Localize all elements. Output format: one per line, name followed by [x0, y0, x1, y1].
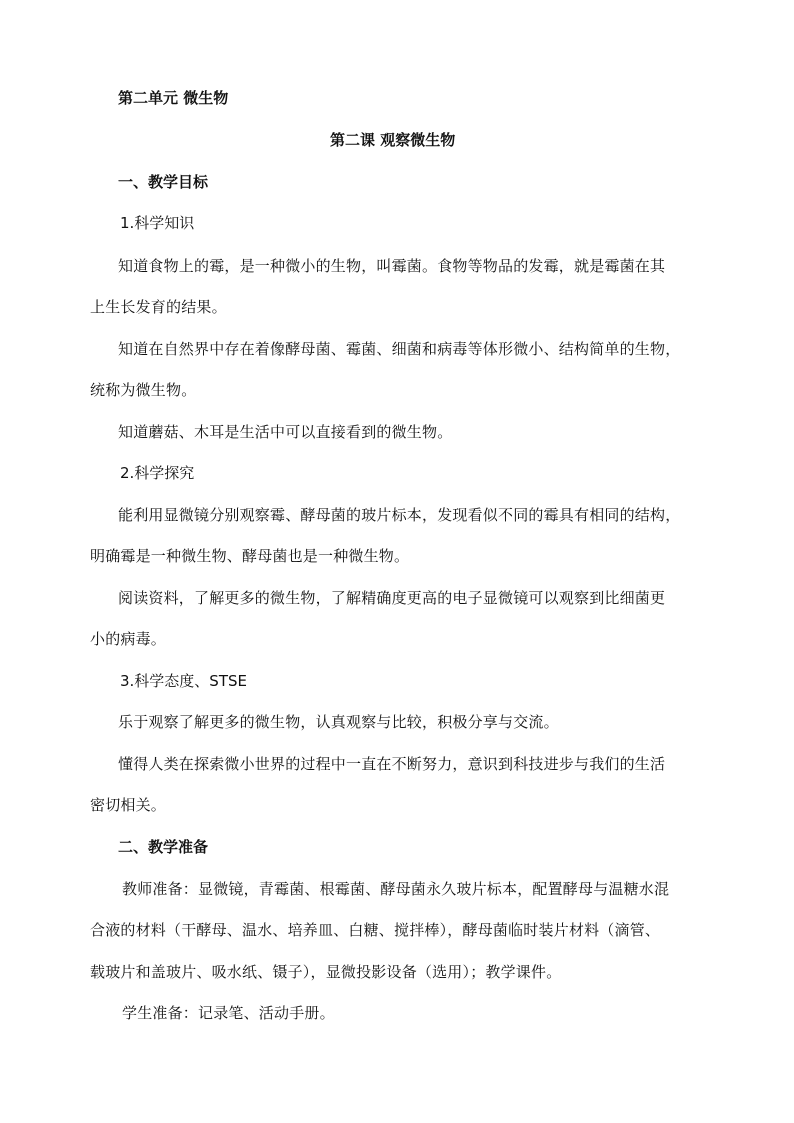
section-heading-preparation: 二、教学准备: [118, 838, 209, 856]
paragraph-line: 统称为微生物。: [90, 381, 197, 399]
paragraph-line: 上生长发育的结果。: [90, 298, 227, 316]
paragraph-line: 乐于观察了解更多的微生物，认真观察与比较，积极分享与交流。: [118, 713, 559, 731]
paragraph-line: 知道在自然界中存在着像酵母菌、霉菌、细菌和病毒等体形微小、结构简单的生物，: [118, 340, 681, 358]
paragraph-line: 能利用显微镜分别观察霉、酵母菌的玻片标本，发现看似不同的霉具有相同的结构，: [118, 506, 681, 524]
paragraph-line: 明确霉是一种微生物、酵母菌也是一种微生物。: [90, 547, 410, 565]
unit-title: 第二单元 微生物: [118, 89, 229, 107]
subheading-science-attitude: 3.科学态度、STSE: [120, 672, 247, 690]
paragraph-line: 知道蘑菇、木耳是生活中可以直接看到的微生物。: [118, 423, 453, 441]
section-heading-objectives: 一、教学目标: [118, 173, 209, 191]
lesson-title: 第二课 观察微生物: [330, 131, 456, 149]
paragraph-line: 阅读资料，了解更多的微生物，了解精确度更高的电子显微镜可以观察到比细菌更: [118, 589, 666, 607]
paragraph-line: 学生准备：记录笔、活动手册。: [122, 1004, 335, 1022]
paragraph-line: 知道食物上的霉，是一种微小的生物，叫霉菌。食物等物品的发霉，就是霉菌在其: [118, 257, 666, 275]
paragraph-line: 载玻片和盖玻片、吸水纸、镊子），显微投影设备（选用）；教学课件。: [90, 963, 562, 981]
paragraph-line: 懂得人类在探索微小世界的过程中一直在不断努力，意识到科技进步与我们的生活: [118, 755, 666, 773]
subheading-science-inquiry: 2.科学探究: [120, 464, 195, 482]
paragraph-line: 合液的材料（干酵母、温水、培养皿、白糖、搅拌棒），酵母菌临时装片材料（滴管、: [90, 921, 661, 939]
paragraph-line: 教师准备：显微镜，青霉菌、根霉菌、酵母菌永久玻片标本，配置酵母与温糖水混: [122, 880, 670, 898]
paragraph-line: 小的病毒。: [90, 630, 167, 648]
subheading-science-knowledge: 1.科学知识: [120, 214, 195, 232]
paragraph-line: 密切相关。: [90, 796, 167, 814]
